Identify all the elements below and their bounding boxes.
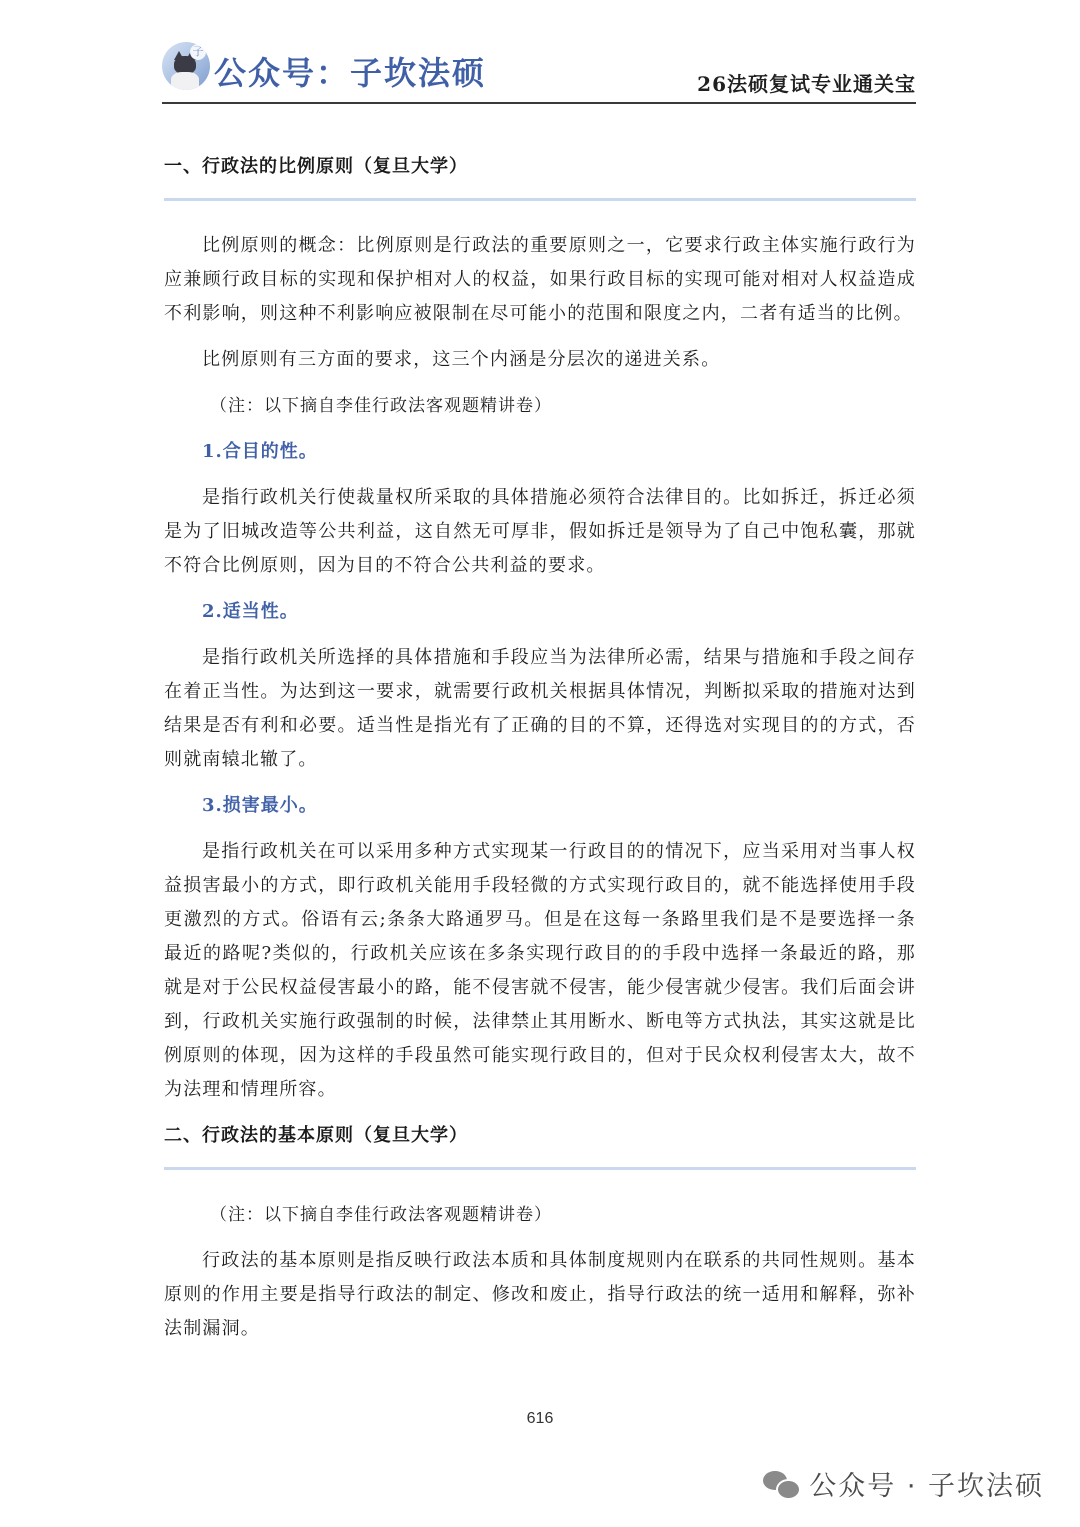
section-divider xyxy=(164,198,916,201)
source-note: （注：以下摘自李佳行政法客观题精讲卷） xyxy=(210,396,552,416)
section-heading: 一、行政法的比例原则（复旦大学） xyxy=(164,156,468,177)
section-divider xyxy=(164,1167,916,1170)
brand-title: 公众号：子坎法硕 xyxy=(214,54,487,92)
series-title: 26法硕复试专业通关宝 xyxy=(697,72,916,96)
paragraph: 是指行政机关行使裁量权所采取的具体措施必须符合法律目的。比如拆迁，拆迁必须是为了旧城改造等公共利益，这自然无可厚非，假如拆迁是领导为了自己中饱私囊，那就不符合比例原则，因为目的不符合公共利益的要求。 xyxy=(164,487,916,576)
wechat-icon xyxy=(763,1469,799,1499)
paragraph: 是指行政机关在可以采用多种方式实现某一行政目的的情况下，应当采用对当事人权益损害最小的方式，即行政机关能用手段轻微的方式实现行政目的，就不能选择使用手段更激烈的方式。俗语有云;条条大路通罗马。但是在这每一条路里我们是不是要选择一条最近的路呢?类似的，行政机关应该在多条实现行政目的的手段中选择一条最近的路，那就是对于公民权益侵害最小的路，能不侵害就不侵害，能少侵害就少侵害。我们后面会讲到，行政机关实施行政强制的时候，法律禁止其用断水、断电等方式执法，其实这就是比例原则的体现，因为这样的手段虽然可能实现行政目的，但对于民众权利侵害太大，故不为法理和情理所容。 xyxy=(164,841,916,1100)
section-basic-principles xyxy=(164,1119,916,1346)
subheading-least-harm: 3.损害最小。 xyxy=(202,795,318,816)
paragraph: 比例原则的概念：比例原则是行政法的重要原则之一，它要求行政主体实施行政行为应兼顾行政目标的实现和保护相对人的权益，如果行政目标的实现可能对相对人权益造成不利影响，则这种不利影响应被限制在尽可能小的范围和限度之内，二者有适当的比例。 xyxy=(164,235,916,324)
page-number: 616 xyxy=(526,1410,554,1427)
logo-cat-body xyxy=(171,72,199,90)
page-header xyxy=(162,34,916,104)
source-note: （注：以下摘自李佳行政法客观题精讲卷） xyxy=(210,1205,552,1225)
section-proportionality-principle xyxy=(164,150,916,1107)
logo-badge: 子 xyxy=(190,44,206,60)
wechat-watermark xyxy=(763,1464,1044,1503)
header-divider xyxy=(162,102,916,104)
paragraph: 行政法的基本原则是指反映行政法本质和具体制度规则内在联系的共同性规则。基本原则的作用主要是指导行政法的制定、修改和废止，指导行政法的统一适用和解释，弥补法制漏洞。 xyxy=(164,1250,916,1339)
watermark-text: 公众号 · 子坎法硕 xyxy=(809,1471,1044,1502)
subheading-appropriateness: 2.适当性。 xyxy=(202,601,299,622)
document-body xyxy=(164,150,916,1358)
subheading-purposiveness: 1.合目的性。 xyxy=(202,441,318,462)
logo-avatar-icon xyxy=(162,42,210,90)
paragraph: 比例原则有三方面的要求，这三个内涵是分层次的递进关系。 xyxy=(202,349,721,370)
paragraph: 是指行政机关所选择的具体措施和手段应当为法律所必需，结果与措施和手段之间存在着正当性。为达到这一要求，就需要行政机关根据具体情况，判断拟采取的措施对达到结果是否有利和必要。适当性是指光有了正确的目的不算，还得选对实现目的的方式，否则就南辕北辙了。 xyxy=(164,647,916,770)
section-heading: 二、行政法的基本原则（复旦大学） xyxy=(164,1125,468,1146)
